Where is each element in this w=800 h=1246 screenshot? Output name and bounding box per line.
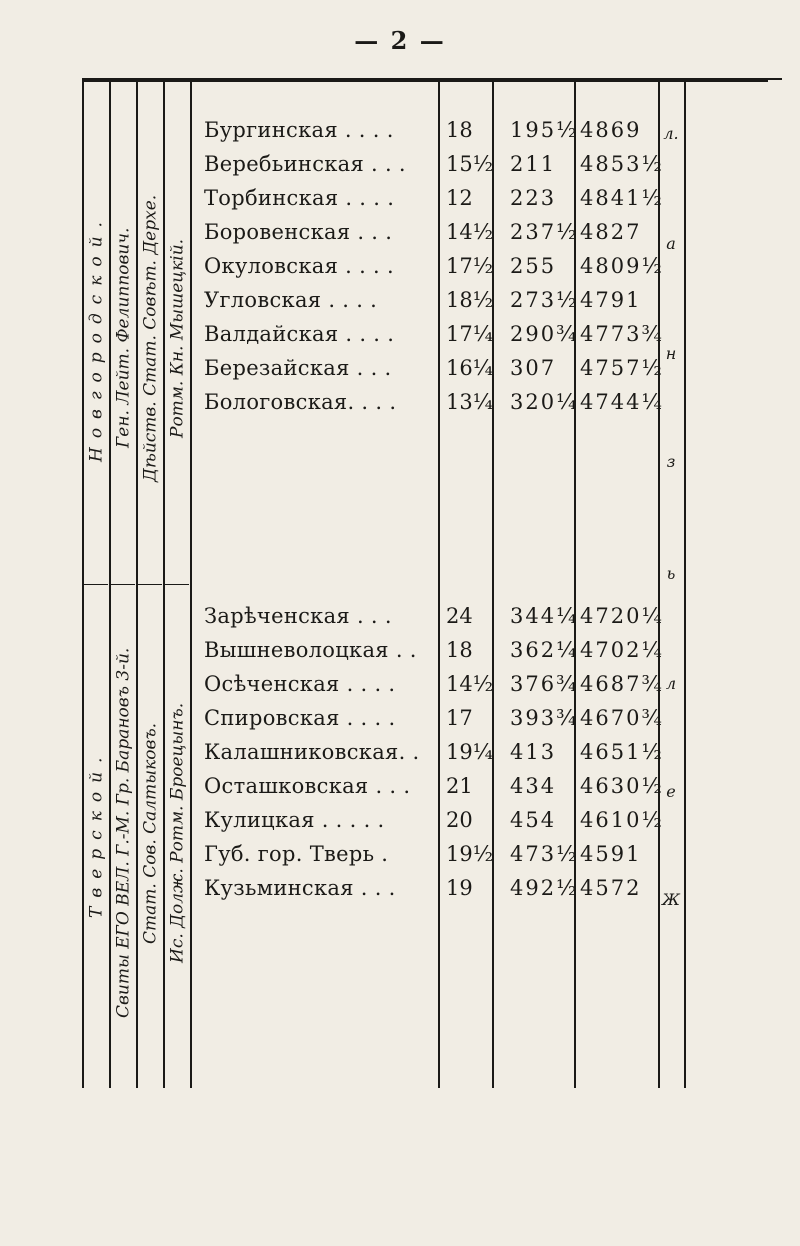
distance-remaining: 4809½ (580, 254, 664, 278)
distance: 18 (446, 118, 473, 142)
distance-from-start: 362¼ (510, 638, 579, 662)
distance-from-start: 492½ (510, 876, 579, 900)
distance-remaining: 4572 (580, 876, 642, 900)
table-top-rule (82, 78, 768, 82)
station-name: Бологовская. . . . (204, 390, 397, 414)
distance: 18 (446, 638, 473, 662)
official-name: Стат. Сов. Салтыковъ. (140, 722, 161, 944)
distance-from-start: 211 (510, 152, 557, 176)
distance-remaining: 4591 (580, 842, 642, 866)
distance-from-start: 454 (510, 808, 557, 832)
distance-from-start: 413 (510, 740, 557, 764)
gubernia-name: Тверской. (86, 748, 107, 918)
officer-name: Ис. Долж. Ротм. Броецынъ. (167, 702, 188, 964)
table-row (82, 808, 782, 842)
section-divider (138, 584, 162, 585)
distance: 14½ (446, 220, 494, 244)
distance-from-start: 290¾ (510, 322, 579, 346)
distance-remaining: 4841½ (580, 186, 664, 210)
distance: 19 (446, 876, 473, 900)
table-row (82, 254, 782, 288)
side-letter: а (666, 234, 676, 253)
side-letter: Ж (662, 890, 680, 909)
governor-name: Свиты ЕГО ВЕЛ. Г.-М. Гр. Барановъ 3-й. (113, 647, 134, 1019)
station-name: Боровенская . . . (204, 220, 393, 244)
side-letter: л. (663, 124, 679, 143)
distance-remaining: 4702¼ (580, 638, 664, 662)
officer-name: Ротм. Кн. Мышецкій. (167, 238, 188, 438)
station-name: Угловская . . . . (204, 288, 378, 312)
distance-from-start: 320¼ (510, 390, 579, 414)
distance-remaining: 4791 (580, 288, 642, 312)
distance: 18½ (446, 288, 494, 312)
distance-remaining: 4687¾ (580, 672, 664, 696)
distance-remaining: 4773¾ (580, 322, 664, 346)
distance: 14½ (446, 672, 494, 696)
station-name: Кузьминская . . . (204, 876, 396, 900)
station-name: Осташковская . . . (204, 774, 411, 798)
distance-remaining: 4869 (580, 118, 642, 142)
side-letter: ь (666, 564, 676, 583)
distance-from-start: 473½ (510, 842, 579, 866)
governor-name: Ген. Лейт. Фелиппович. (113, 227, 134, 449)
distance-remaining: 4670¾ (580, 706, 664, 730)
station-name: Спировская . . . . (204, 706, 396, 730)
table-row (82, 842, 782, 876)
station-name: Березайская . . . (204, 356, 392, 380)
section-divider (165, 584, 189, 585)
distance-from-start: 195½ (510, 118, 579, 142)
official-name: Дѣйств. Стат. Совѣт. Дерхе. (140, 194, 161, 482)
distance-from-start: 307 (510, 356, 557, 380)
station-name: Вышневолоцкая . . (204, 638, 417, 662)
station-name: Губ. гор. Тверь . (204, 842, 389, 866)
station-name: Веребьинская . . . (204, 152, 406, 176)
distance: 17¼ (446, 322, 494, 346)
distance: 19½ (446, 842, 494, 866)
table-row (82, 706, 782, 740)
table-row (82, 638, 782, 672)
distance-from-start: 223 (510, 186, 557, 210)
distance-from-start: 344¼ (510, 604, 579, 628)
side-letter: л (665, 674, 677, 693)
distance: 24 (446, 604, 473, 628)
distance-remaining: 4720¼ (580, 604, 664, 628)
distance: 20 (446, 808, 473, 832)
table-top-rule-stub (768, 78, 782, 80)
table-row (82, 186, 782, 220)
station-name: Кулицкая . . . . . (204, 808, 385, 832)
distance-remaining: 4744¼ (580, 390, 664, 414)
distance-from-start: 255 (510, 254, 557, 278)
table-row (82, 288, 782, 322)
table-row (82, 740, 782, 774)
distance: 15½ (446, 152, 494, 176)
distance: 17½ (446, 254, 494, 278)
station-name: Бургинская . . . . (204, 118, 394, 142)
page-number: — 2 — (354, 26, 446, 55)
station-name: Осѣченская . . . . (204, 672, 396, 696)
distance-remaining: 4853½ (580, 152, 664, 176)
distance-from-start: 376¾ (510, 672, 579, 696)
station-name: Валдайская . . . . (204, 322, 395, 346)
table-row (82, 152, 782, 186)
station-name: Окуловская . . . . (204, 254, 394, 278)
distance-from-start: 393¾ (510, 706, 579, 730)
distance: 13¼ (446, 390, 494, 414)
distance: 16¼ (446, 356, 494, 380)
section-divider (84, 584, 108, 585)
distance: 12 (446, 186, 473, 210)
side-letter: з (666, 452, 676, 471)
distance: 17 (446, 706, 473, 730)
schedule-table (82, 78, 782, 1088)
gubernia-name: Новгородской. (86, 213, 107, 463)
distance-from-start: 434 (510, 774, 557, 798)
distance: 21 (446, 774, 473, 798)
distance-from-start: 273½ (510, 288, 579, 312)
side-letter: е (666, 782, 676, 801)
station-name: Зарѣченская . . . (204, 604, 392, 628)
station-name: Торбинская . . . . (204, 186, 395, 210)
distance-remaining: 4630½ (580, 774, 664, 798)
distance-remaining: 4757½ (580, 356, 664, 380)
distance-remaining: 4827 (580, 220, 642, 244)
distance-from-start: 237½ (510, 220, 579, 244)
side-letter: н (665, 344, 677, 363)
station-name: Калашниковская. . (204, 740, 420, 764)
table-row (82, 604, 782, 638)
distance-remaining: 4651½ (580, 740, 664, 764)
section-divider (111, 584, 135, 585)
distance: 19¼ (446, 740, 494, 764)
distance-remaining: 4610½ (580, 808, 664, 832)
table-row (82, 390, 782, 424)
